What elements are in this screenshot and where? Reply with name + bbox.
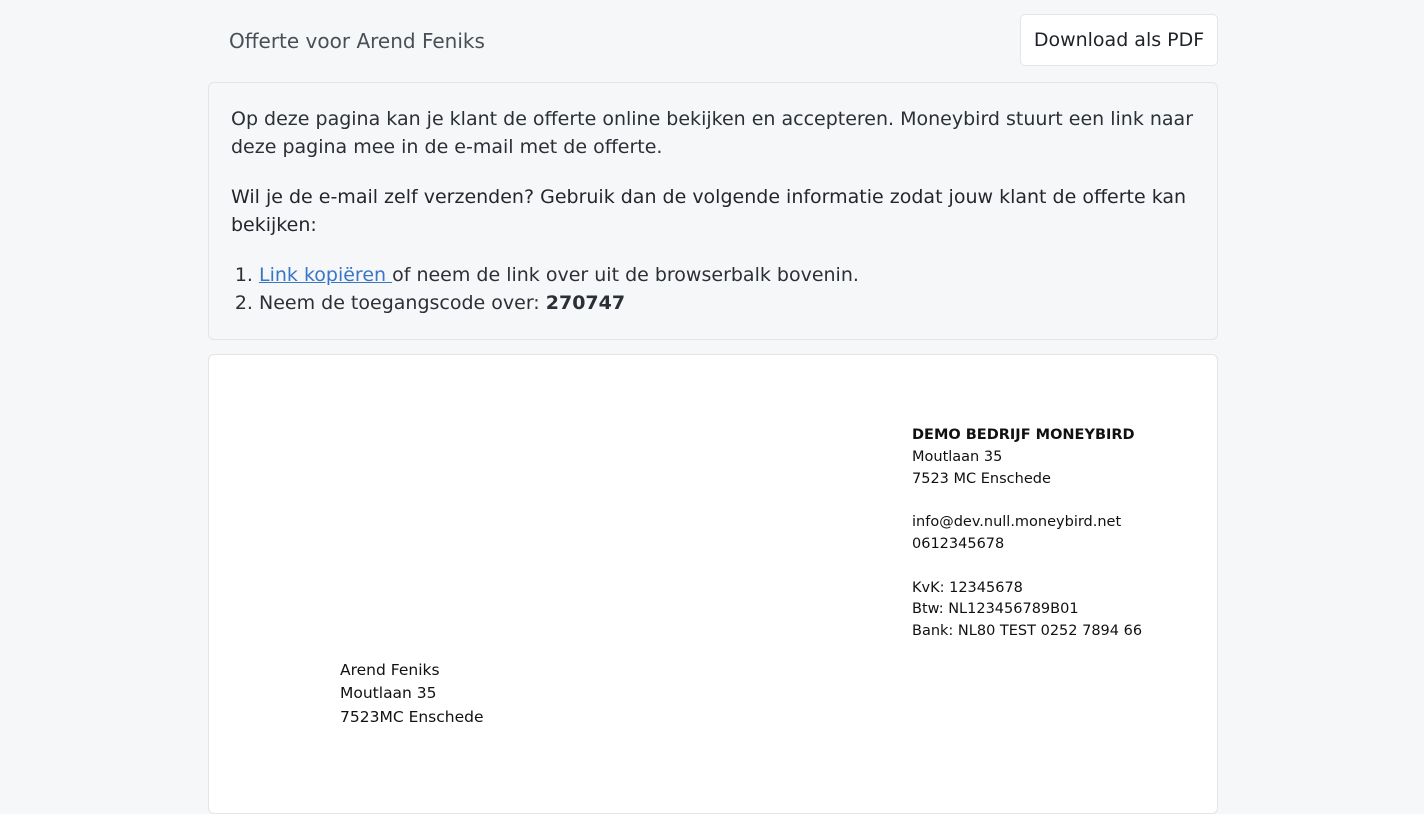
info-panel (208, 82, 1218, 340)
download-pdf-button[interactable]: Download als PDF (1020, 14, 1218, 66)
recipient-name: Arend Feniks (340, 661, 440, 679)
quote-document (208, 354, 1218, 814)
company-email: info@dev.null.moneybird.net (912, 514, 1122, 531)
spacer (912, 490, 1142, 512)
company-details (912, 425, 1142, 643)
access-code: 270747 (545, 292, 626, 314)
company-btw: Btw: NL123456789B01 (912, 601, 1079, 618)
step1-text: of neem de link over uit de browserbalk bovenin. (392, 264, 859, 286)
page-header (208, 14, 1218, 68)
info-intro: Op deze pagina kan je klant de offerte online bekijken en accepteren. Moneybird stuurt een link naar deze pagina mee in de e-mail met de offerte. (231, 108, 1194, 158)
steps-list (231, 261, 1195, 317)
step-access-code (259, 289, 1195, 317)
copy-link[interactable]: Link kopiëren (259, 264, 393, 286)
spacer (912, 556, 1142, 578)
company-bank: Bank: NL80 TEST 0252 7894 66 (912, 623, 1143, 640)
info-question: Wil je de e-mail zelf verzenden? Gebruik dan de volgende informatie zodat jouw klant de offerte kan bekijken: (231, 186, 1187, 236)
recipient-details (340, 659, 484, 729)
recipient-street: Moutlaan 35 (340, 684, 437, 703)
step-copy-link (259, 261, 1195, 289)
company-city: 7523 MC Enschede (912, 470, 1051, 487)
company-phone: 0612345678 (912, 535, 1005, 552)
page-title: Offerte voor Arend Feniks (229, 29, 485, 53)
company-name: DEMO BEDRIJF MONEYBIRD (912, 427, 1135, 443)
company-kvk: KvK: 12345678 (912, 579, 1023, 596)
recipient-city: 7523MC Enschede (340, 707, 484, 726)
company-street: Moutlaan 35 (912, 448, 1003, 465)
step2-text: Neem de toegangscode over: (259, 292, 546, 314)
